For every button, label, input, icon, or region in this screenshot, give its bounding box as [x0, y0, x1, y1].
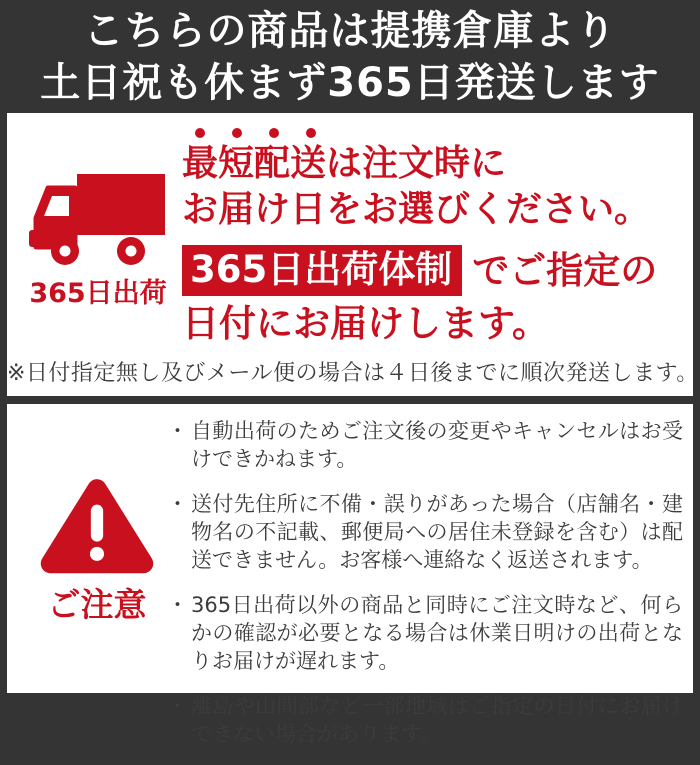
banner-line1: こちらの商品は提携倉庫より — [83, 7, 617, 54]
delivery-truck-icon — [29, 173, 167, 267]
caution-item — [167, 417, 683, 473]
bullet-marker: ・ — [167, 492, 188, 516]
shipping-panel — [7, 113, 699, 396]
highlight-badge: 365日出荷体制 — [182, 245, 462, 296]
caution-item — [167, 591, 683, 675]
banner-line2: 土日祝も休まず365日発送します — [40, 59, 660, 106]
shipping-heading-line1: 最短配送は注文時に — [182, 143, 507, 184]
warning-triangle-icon — [39, 474, 155, 574]
emphasis-dot — [195, 128, 205, 138]
truck-block — [21, 173, 175, 310]
shipping-text-block — [182, 126, 657, 347]
caution-item — [167, 490, 683, 574]
caution-item-text: 自動出荷のためご注文後の変更やキャンセルはお受けできかねます。 — [191, 419, 683, 471]
truck-label: 365日出荷 — [29, 278, 167, 309]
bullet-marker: ・ — [167, 593, 188, 617]
emphasis-dot — [232, 128, 242, 138]
caution-list — [167, 417, 683, 765]
shipping-heading-line4: 日付にお届けします。 — [182, 302, 550, 345]
caution-item-text: 離島や山間部など一部地域はご指定の日付にお届けできない場合があります。 — [191, 694, 683, 746]
caution-label: ご注意 — [47, 585, 147, 624]
bullet-marker: ・ — [167, 419, 188, 443]
caution-block — [29, 474, 165, 626]
emphasis-dot — [306, 128, 316, 138]
caution-item — [167, 692, 683, 748]
top-banner — [0, 0, 700, 113]
caution-item-text: 送付先住所に不備・誤りがあった場合（店舗名・建物名の不記載、郵便局への居住未登録を含む）は配送できません。お客様へ連絡なく返送されます。 — [191, 492, 683, 572]
bullet-marker: ・ — [167, 694, 188, 718]
shipping-heading-line2: お届け日をお選びください。 — [182, 189, 651, 230]
shipping-note: ※日付指定無し及びメール便の場合は４日後までに順次発送します。 — [7, 361, 699, 386]
shipping-heading-line3 — [182, 245, 657, 296]
caution-item-text: 365日出荷以外の商品と同時にご注文時など、何らかの確認が必要となる場合は休業日明けの出荷となりお届けが遅れます。 — [191, 593, 683, 673]
emphasis-dots-icon — [195, 128, 657, 138]
highlight-suffix: でご指定の — [472, 248, 658, 292]
emphasis-dot — [269, 128, 279, 138]
caution-panel — [7, 404, 693, 746]
